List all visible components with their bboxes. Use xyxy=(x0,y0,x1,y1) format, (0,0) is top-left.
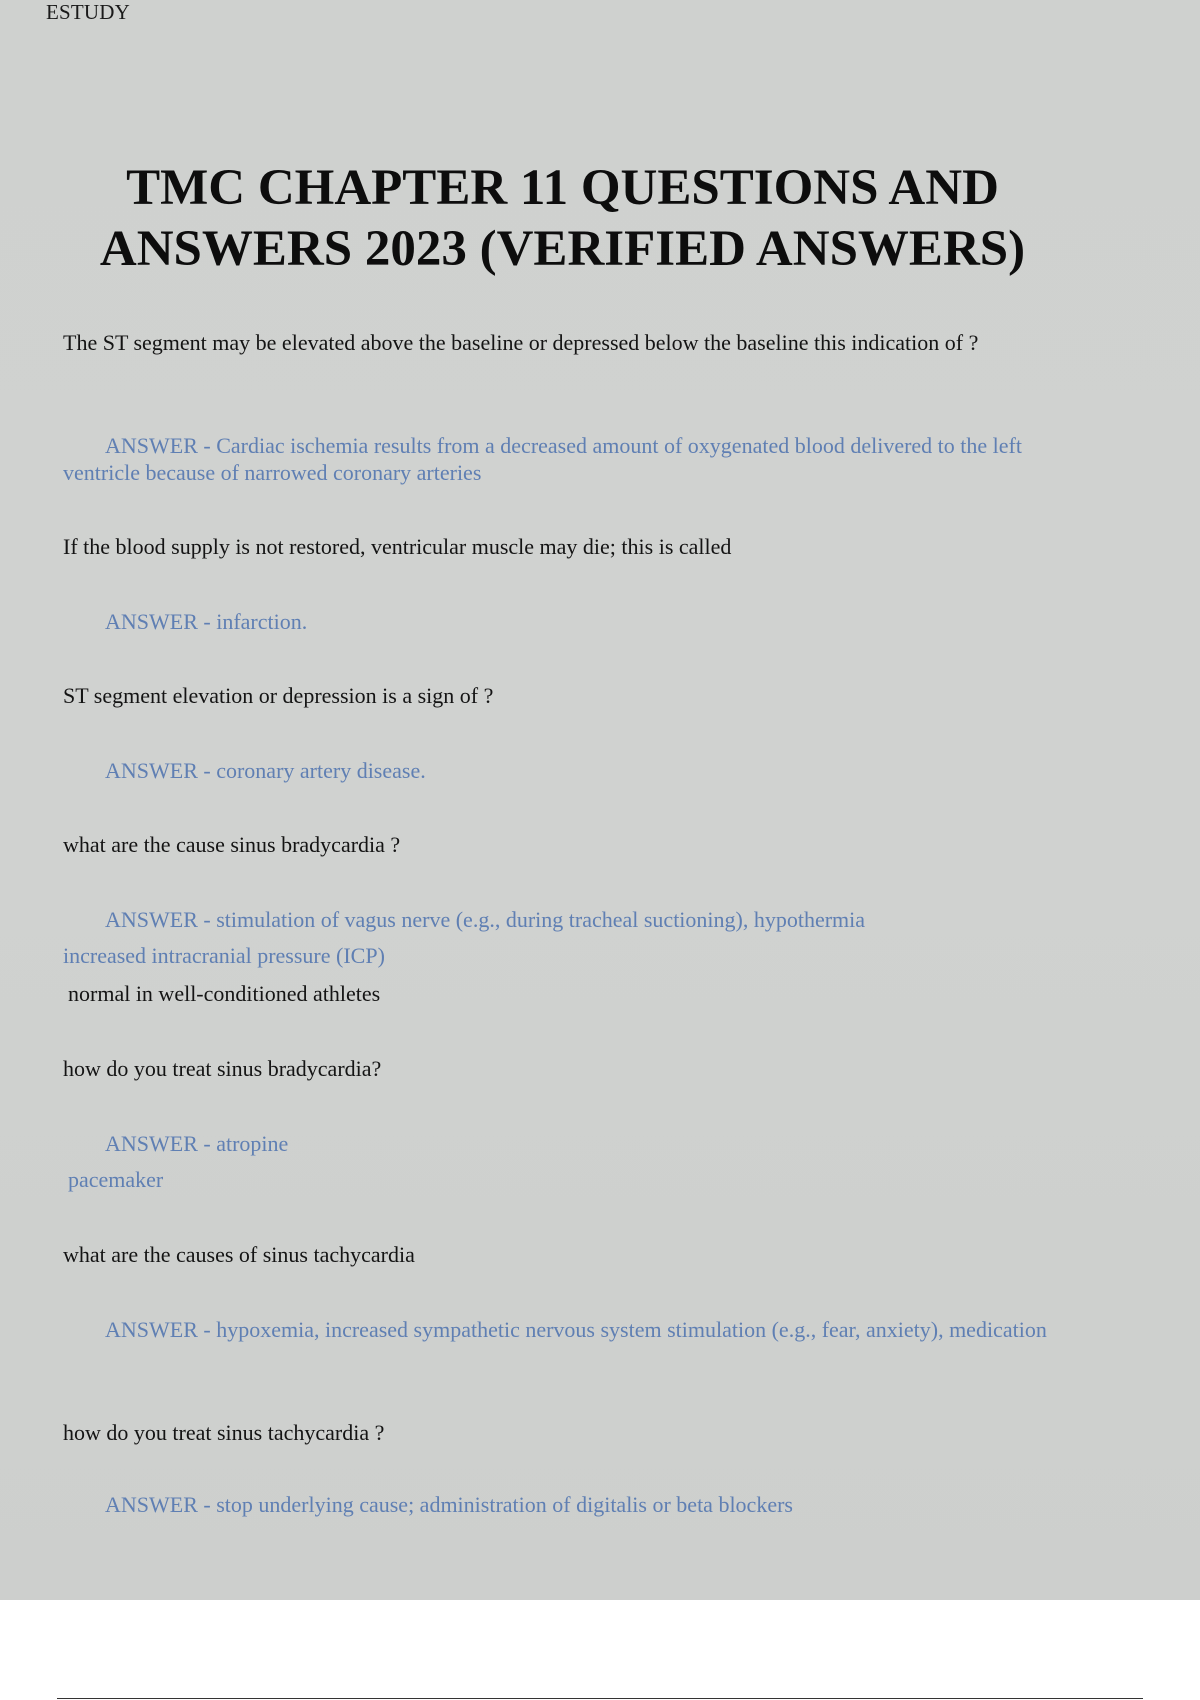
question-6: what are the causes of sinus tachycardia xyxy=(63,1242,415,1267)
answer-2-text: infarction. xyxy=(216,609,308,634)
question-1: The ST segment may be elevated above the baseline or depressed below the baseline this indication of ? xyxy=(63,330,979,355)
answer-5 xyxy=(63,1130,1063,1157)
answer-5-line-2: pacemaker xyxy=(68,1167,164,1192)
page-title xyxy=(0,158,1125,280)
page-title-line-1: TMC CHAPTER 11 QUESTIONS AND xyxy=(126,160,999,216)
answer-4 xyxy=(63,906,1063,933)
question-5: how do you treat sinus bradycardia? xyxy=(63,1056,382,1081)
answer-5-text: atropine xyxy=(216,1131,289,1156)
question-7: how do you treat sinus tachycardia ? xyxy=(63,1420,385,1445)
answer-7-text: stop underlying cause; administration of digitalis or beta blockers xyxy=(216,1492,793,1517)
answer-4-text: stimulation of vagus nerve (e.g., during tracheal suctioning), hypothermia xyxy=(216,907,866,932)
answer-prefix: ANSWER - xyxy=(105,1492,217,1517)
answer-prefix: ANSWER - xyxy=(105,1317,217,1342)
question-4: what are the cause sinus bradycardia ? xyxy=(63,832,401,857)
answer-4-note: normal in well-conditioned athletes xyxy=(68,981,381,1006)
answer-4-line-2: increased intracranial pressure (ICP) xyxy=(63,943,385,968)
answer-6 xyxy=(63,1316,1063,1343)
brand-label: ESTUDY xyxy=(46,0,131,24)
question-2: If the blood supply is not restored, ventricular muscle may die; this is called xyxy=(63,534,732,559)
answer-prefix: ANSWER - xyxy=(105,1131,217,1156)
answer-7 xyxy=(63,1491,1063,1518)
answer-1-text: Cardiac ischemia results from a decreased amount of oxygenated blood delivered to the left ventricle because of narrowed coronary arteries xyxy=(63,433,1022,485)
question-3: ST segment elevation or depression is a sign of ? xyxy=(63,683,494,708)
answer-3-text: coronary artery disease. xyxy=(216,758,426,783)
answer-6-text: hypoxemia, increased sympathetic nervous system stimulation (e.g., fear, anxiety), medication xyxy=(216,1317,1047,1342)
answer-prefix: ANSWER - xyxy=(105,758,217,783)
answer-1 xyxy=(63,432,1063,486)
answer-prefix: ANSWER - xyxy=(105,433,217,458)
answer-prefix: ANSWER - xyxy=(105,907,217,932)
page-title-line-2: ANSWERS 2023 (VERIFIED ANSWERS) xyxy=(99,221,1026,277)
answer-prefix: ANSWER - xyxy=(105,609,217,634)
answer-3 xyxy=(63,757,1063,784)
footer-divider xyxy=(57,1698,1143,1699)
answer-2 xyxy=(63,608,1063,635)
